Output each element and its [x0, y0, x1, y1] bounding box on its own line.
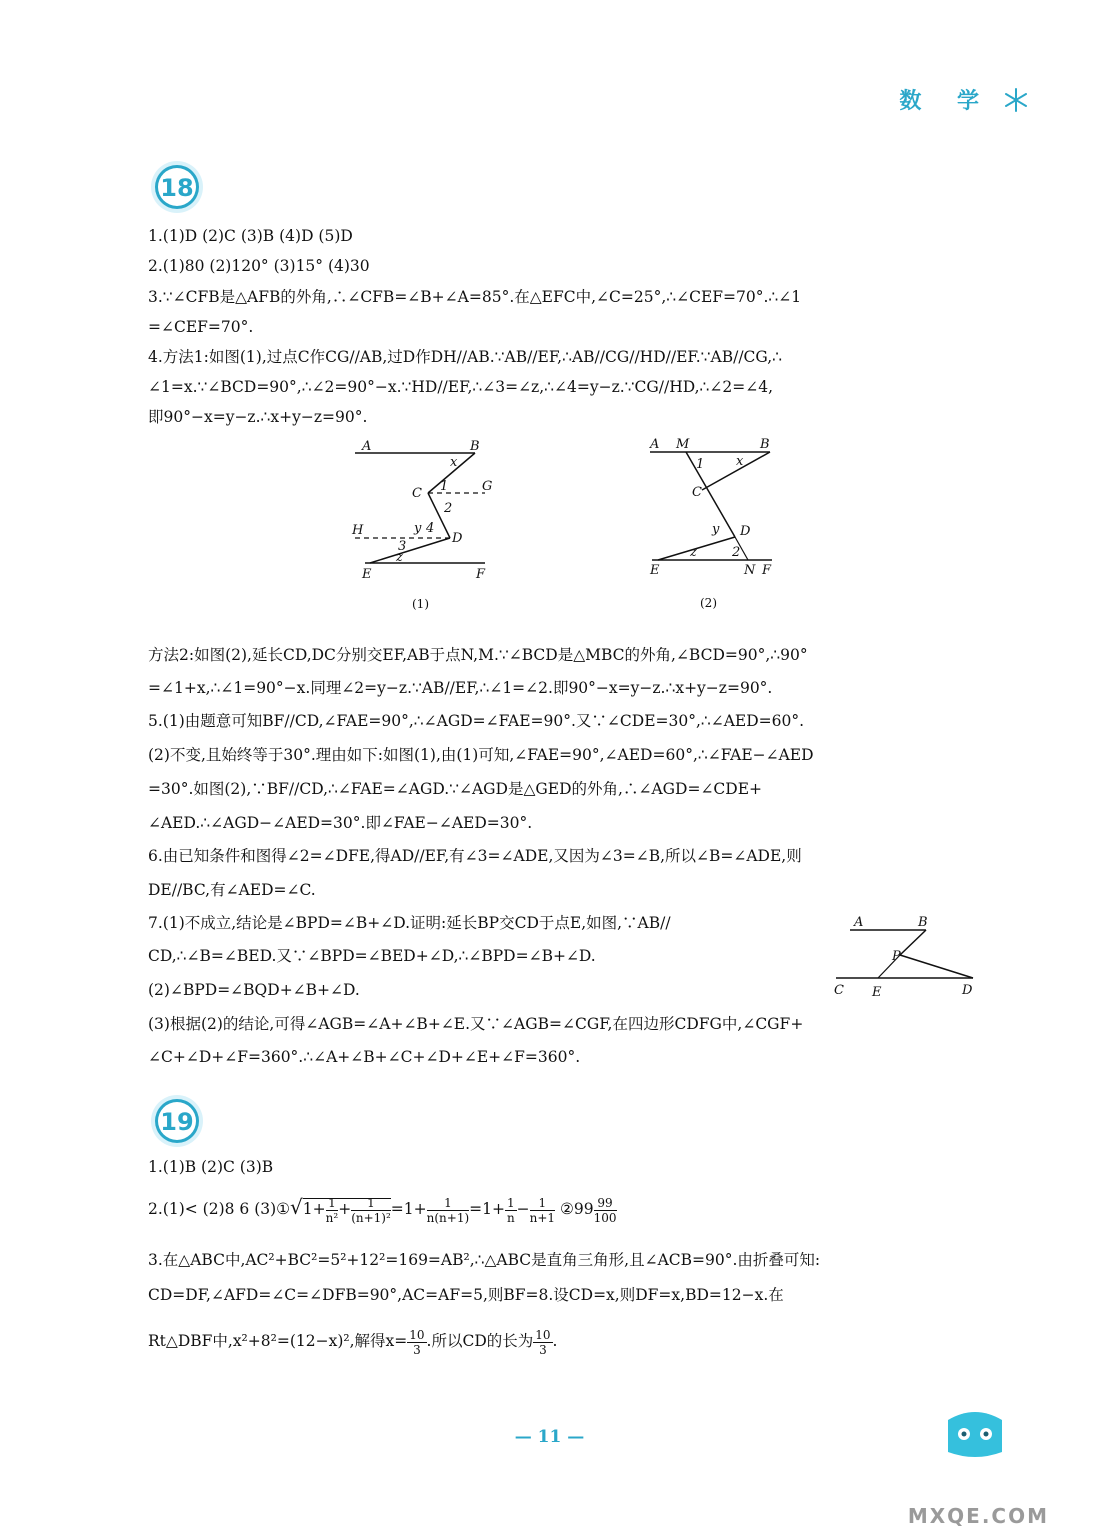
figure-1 — [340, 438, 510, 592]
answer-line: 1.(1)D (2)C (3)B (4)D (5)D — [148, 227, 353, 245]
section-badge-18 — [150, 160, 204, 214]
page-header — [899, 84, 1029, 115]
svg-text:C: C — [692, 485, 702, 500]
svg-text:E: E — [362, 567, 372, 582]
svg-text:4: 4 — [426, 521, 435, 536]
svg-text:D: D — [740, 524, 751, 539]
answer-line: DE//BC,有∠AED=∠C. — [148, 881, 316, 899]
svg-text:A: A — [854, 915, 864, 930]
svg-text:B: B — [760, 437, 770, 452]
svg-text:B: B — [918, 915, 928, 930]
section-number: 18 — [160, 174, 194, 202]
answer-line-formula: 2.(1)< (2)8 6 (3)①√1+ $\frac{1}{\text{n²}}$ + $\frac{1}{\text{(n+1)²}}$ =1+ $\frac{1}{n(n+1)}$ =1+ $\frac{1}{n}$ − $\frac{1}{n+1}$ ②99 $\frac{99}{100}$ — [148, 1195, 617, 1225]
svg-text:B: B — [470, 439, 480, 454]
svg-text:A: A — [650, 437, 660, 452]
svg-text:y: y — [414, 521, 422, 536]
answer-line: 2.(1)80 (2)120° (3)15° (4)30 — [148, 257, 370, 275]
answer-line: 7.(1)不成立,结论是∠BPD=∠B+∠D.证明:延长BP交CD于点E,如图,∵AB// — [148, 914, 671, 932]
svg-text:1: 1 — [440, 479, 449, 494]
answer-line: 1.(1)B (2)C (3)B — [148, 1158, 274, 1176]
svg-text:N: N — [744, 563, 756, 578]
answer-line: CD,∴∠B=∠BED.又∵∠BPD=∠BED+∠D,∴∠BPD=∠B+∠D. — [148, 947, 596, 965]
answer-line: 方法2:如图(2),延长CD,DC分别交EF,AB于点N,M.∵∠BCD是△MBC的外角,∠BCD=90°,∴90° — [148, 646, 808, 664]
answer-line: (2)∠BPD=∠BQD+∠B+∠D. — [148, 981, 360, 999]
section-badge-19 — [150, 1094, 204, 1148]
svg-text:M: M — [676, 437, 690, 452]
answer-line: 即90°−x=y−z.∴x+y−z=90°. — [148, 408, 368, 426]
svg-text:x: x — [450, 455, 458, 470]
svg-text:z: z — [690, 545, 697, 560]
answer-line: (2)不变,且始终等于30°.理由如下:如图(1),由(1)可知,∠FAE=90°,∠AED=60°,∴∠FAE−∠AED — [148, 746, 814, 764]
svg-text:E: E — [650, 563, 660, 578]
answer-line: =30°.如图(2),∵BF//CD,∴∠FAE=∠AGD.∵∠AGD是△GED的外角,∴∠AGD=∠CDE+ — [148, 780, 763, 798]
answer-line: 5.(1)由题意可知BF//CD,∠FAE=90°,∴∠AGD=∠FAE=90°.又∵∠CDE=30°,∴∠AED=60°. — [148, 712, 805, 730]
answer-line: ∠C+∠D+∠F=360°.∴∠A+∠B+∠C+∠D+∠E+∠F=360°. — [148, 1048, 581, 1066]
svg-text:z: z — [396, 550, 403, 565]
answer-line: 3.在△ABC中,AC²+BC²=5²+12²=169=AB²,∴△ABC是直角三角形,且∠ACB=90°.由折叠可知: — [148, 1251, 821, 1269]
answer-line: 4.方法1:如图(1),过点C作CG//AB,过D作DH//AB.∵AB//EF,∴AB//CG//HD//EF.∵AB//CG,∴ — [148, 348, 783, 366]
figure-2-caption: (2) — [700, 596, 717, 610]
svg-text:2: 2 — [732, 545, 741, 560]
answer-line: ∠1=x.∵∠BCD=90°,∴∠2=90°−x.∵HD//EF,∴∠3=∠z,∴∠4=y−z.∵CG//HD,∴∠2=∠4, — [148, 378, 774, 396]
svg-text:C: C — [412, 486, 422, 501]
svg-text:1: 1 — [696, 457, 705, 472]
snowflake-icon — [1003, 87, 1029, 113]
svg-text:C: C — [834, 983, 844, 998]
figure-2 — [640, 432, 790, 586]
svg-text:D: D — [452, 531, 463, 546]
svg-text:D: D — [962, 983, 973, 998]
svg-text:H: H — [352, 523, 364, 538]
answer-line: ∠AED.∴∠AGD−∠AED=30°.即∠FAE−∠AED=30°. — [148, 814, 533, 832]
svg-text:A: A — [362, 439, 372, 454]
mascot-icon — [940, 1402, 1010, 1462]
page-number: — 11 — — [514, 1427, 585, 1447]
svg-text:3: 3 — [398, 539, 407, 554]
svg-text:F: F — [762, 563, 772, 578]
answer-line: =∠1+x,∴∠1=90°−x.同理∠2=y−z.∵AB//EF,∴∠1=∠2.即90°−x=y−z.∴x+y−z=90°. — [148, 679, 773, 697]
svg-text:F: F — [476, 567, 486, 582]
subject-title: 数 学 — [899, 89, 993, 114]
watermark: MXQE.COM — [907, 1504, 1049, 1528]
svg-text:E: E — [872, 985, 882, 998]
figure-1-caption: (1) — [412, 597, 429, 611]
svg-text:P: P — [892, 949, 901, 964]
answer-line: (3)根据(2)的结论,可得∠AGB=∠A+∠B+∠E.又∵∠AGB=∠CGF,在四边形CDFG中,∠CGF+ — [148, 1015, 804, 1033]
svg-text:y: y — [712, 522, 720, 537]
svg-text:x: x — [736, 454, 744, 469]
answer-line: CD=DF,∠AFD=∠C=∠DFB=90°,AC=AF=5,则BF=8.设CD=x,则DF=x,BD=12−x.在 — [148, 1286, 784, 1304]
svg-text:2: 2 — [444, 501, 453, 516]
section-number: 19 — [160, 1108, 194, 1136]
answer-line: =∠CEF=70°. — [148, 318, 254, 336]
answer-line-formula: Rt△DBF中,x²+8²=(12−x)²,解得x= $\frac{10}{3}$ .所以CD的长为 $\frac{10}{3}$ . — [148, 1327, 558, 1357]
answer-line: 6.由已知条件和图得∠2=∠DFE,得AD//EF,有∠3=∠ADE,又因为∠3=∠B,所以∠B=∠ADE,则 — [148, 847, 802, 865]
answer-line: 3.∵∠CFB是△AFB的外角,∴∠CFB=∠B+∠A=85°.在△EFC中,∠C=25°,∴∠CEF=70°.∴∠1 — [148, 288, 802, 306]
svg-text:G: G — [482, 479, 493, 494]
figure-3 — [828, 908, 978, 1002]
